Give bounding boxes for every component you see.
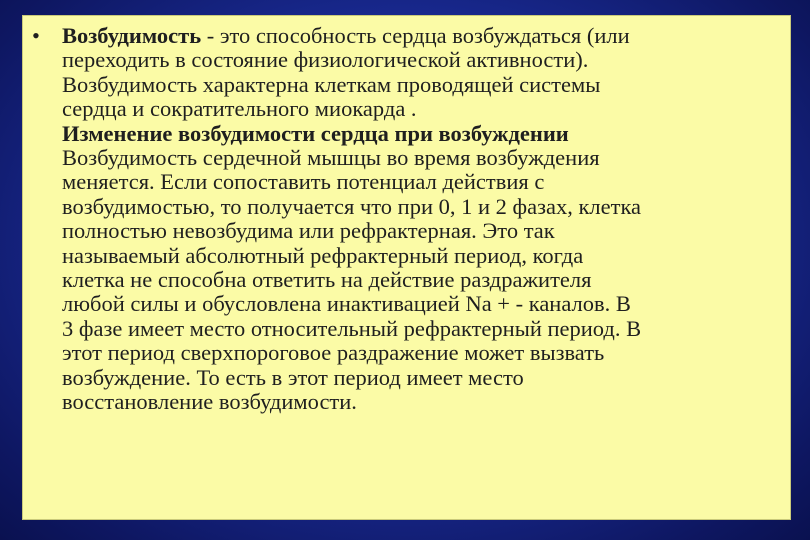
line-text: 3 фазе имеет место относительный рефрактерный период. В bbox=[62, 315, 642, 341]
line-text: меняется. Если сопоставить потенциал действия с bbox=[62, 169, 545, 195]
text-line bbox=[62, 73, 782, 97]
line-text: переходить в состояние физиологической активности). bbox=[62, 47, 589, 73]
slide-text-panel bbox=[22, 15, 791, 520]
bullet-paragraph bbox=[32, 24, 782, 415]
text-line bbox=[62, 48, 782, 72]
section-heading-line bbox=[62, 122, 782, 146]
bullet-marker: • bbox=[32, 23, 40, 48]
text-line bbox=[62, 292, 782, 316]
line-text: возбуждение. То есть в этот период имеет место bbox=[62, 364, 524, 390]
text-line bbox=[62, 97, 782, 121]
text-line bbox=[62, 195, 782, 219]
line-text: восстановление возбудимости. bbox=[62, 389, 357, 415]
text-line bbox=[62, 390, 782, 414]
text-line bbox=[62, 146, 782, 170]
line-text: клетка не способна ответить на действие раздражителя bbox=[62, 267, 592, 293]
section-heading: Изменение возбудимости сердца при возбуждении bbox=[62, 120, 569, 146]
text-line bbox=[62, 366, 782, 390]
line-text: полностью невозбудима или рефрактерная. Это так bbox=[62, 218, 555, 244]
bold-term: Возбудимость bbox=[62, 23, 202, 48]
text-line bbox=[62, 317, 782, 341]
text-line bbox=[62, 170, 782, 194]
line-text: называемый абсолютный рефрактерный период, когда bbox=[62, 242, 584, 268]
line-text: этот период сверхпороговое раздражение может вызвать bbox=[62, 340, 605, 366]
line-text: Возбудимость сердечной мышцы во время возбуждения bbox=[62, 145, 600, 171]
text-line bbox=[62, 24, 782, 48]
text-line bbox=[62, 219, 782, 243]
paragraph-body bbox=[62, 24, 782, 415]
line-text: - это способность сердца возбуждаться (или bbox=[201, 23, 630, 48]
line-text: Возбудимость характерна клеткам проводящей системы bbox=[62, 71, 601, 97]
line-text: возбудимостью, то получается что при 0, 1 и 2 фазах, клетка bbox=[62, 193, 642, 219]
text-line bbox=[62, 268, 782, 292]
text-line bbox=[62, 341, 782, 365]
line-text: любой силы и обусловлена инактивацией Na + - каналов. В bbox=[62, 291, 631, 317]
text-line bbox=[62, 244, 782, 268]
line-text: сердца и сократительного миокарда . bbox=[62, 96, 417, 122]
